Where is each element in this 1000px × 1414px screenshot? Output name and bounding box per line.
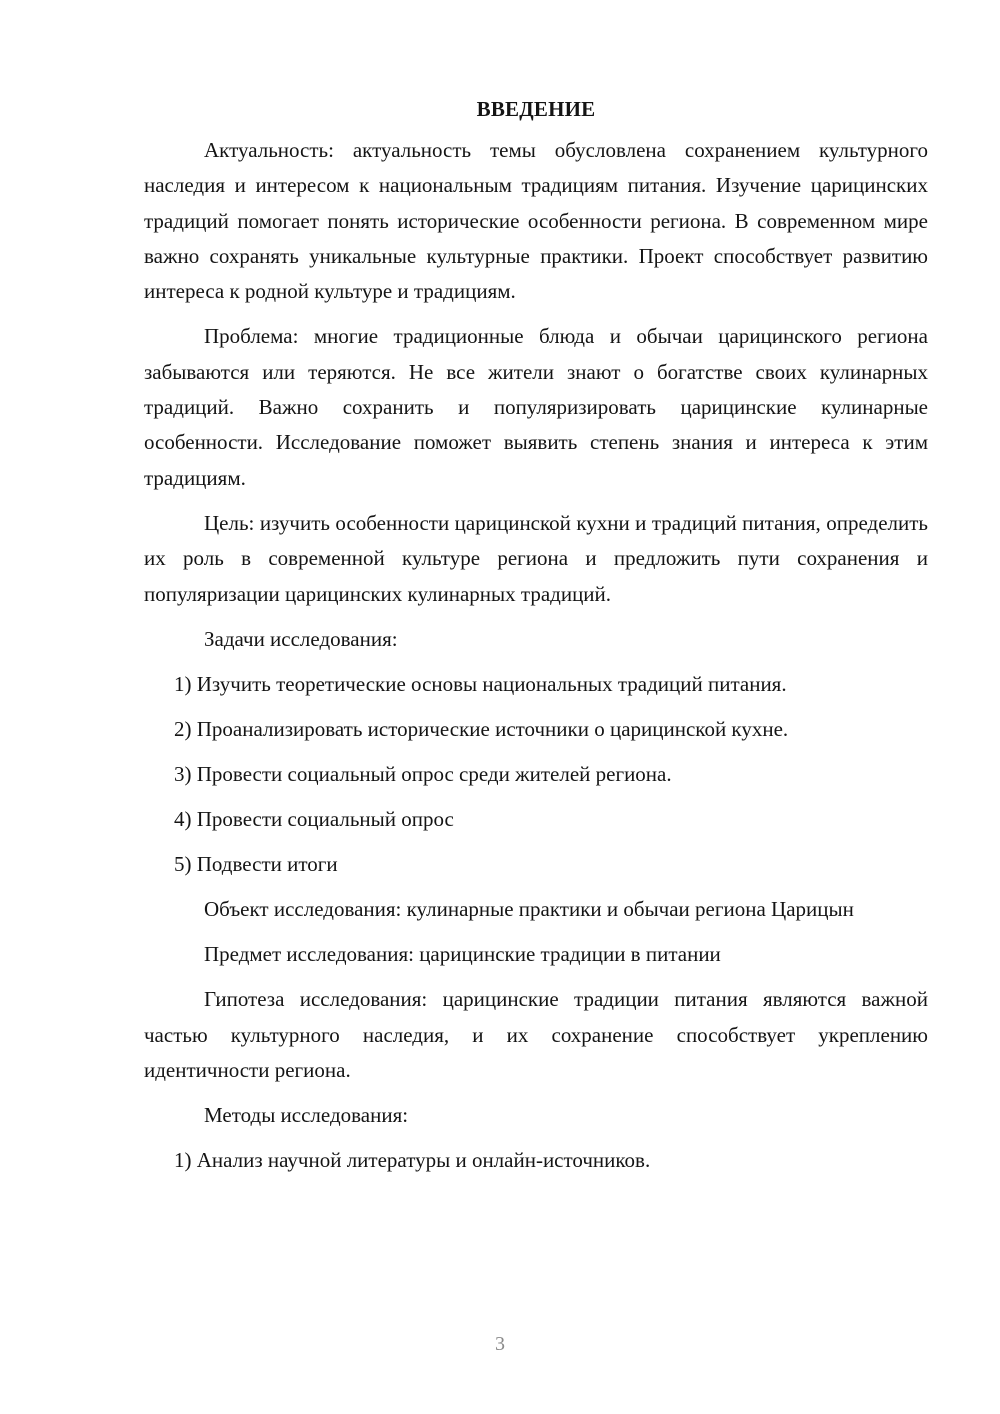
- methods-list: [144, 1143, 928, 1178]
- list-item: 4) Провести социальный опрос: [174, 806, 454, 831]
- tasks-list: [144, 667, 928, 882]
- subject-paragraph: Предмет исследования: царицинские традиции в питании: [204, 942, 721, 967]
- relevance-paragraph: Актуальность: актуальность темы обусловлена сохранением культурного наследия и интересом к национальным традициям питания. Изучение царицинских традиций помогает понять исторические особенности региона. В современном мире важно сохранять уникальные культурные практики. Проект способствует развитию интереса к родной культуре и традициям.: [144, 138, 928, 304]
- page-number: 3: [495, 1333, 505, 1355]
- document-page: [144, 92, 928, 1188]
- goal-paragraph: Цель: изучить особенности царицинской кухни и традиций питания, определить их роль в современной культуре региона и предложить пути сохранения и популяризации царицинских кулинарных традиций.: [144, 510, 928, 606]
- hypothesis-paragraph: Гипотеза исследования: царицинские традиции питания являются важной частью культурного наследия, и их сохранение способствует укреплению идентичности региона.: [144, 987, 928, 1083]
- section-title: ВВЕДЕНИЕ: [476, 97, 596, 121]
- methods-heading: Методы исследования:: [204, 1103, 409, 1128]
- tasks-heading: Задачи исследования:: [204, 626, 398, 651]
- list-item: 1) Изучить теоретические основы национальных традиций питания.: [174, 671, 787, 696]
- list-item: 2) Проанализировать исторические источники о царицинской кухне.: [174, 716, 789, 741]
- list-item: 5) Подвести итоги: [174, 851, 338, 876]
- list-item: 1) Анализ научной литературы и онлайн-источников.: [174, 1148, 651, 1173]
- list-item: 3) Провести социальный опрос среди жителей региона.: [174, 761, 672, 786]
- problem-paragraph: Проблема: многие традиционные блюда и обычаи царицинского региона забываются или теряются. Не все жители знают о богатстве своих кулинарных традиций. Важно сохранить и популяризировать царицинские кулинарные особенности. Исследование поможет выявить степень знания и интереса к этим традициям.: [144, 324, 928, 490]
- object-paragraph: Объект исследования: кулинарные практики и обычаи региона Царицын: [204, 896, 854, 921]
